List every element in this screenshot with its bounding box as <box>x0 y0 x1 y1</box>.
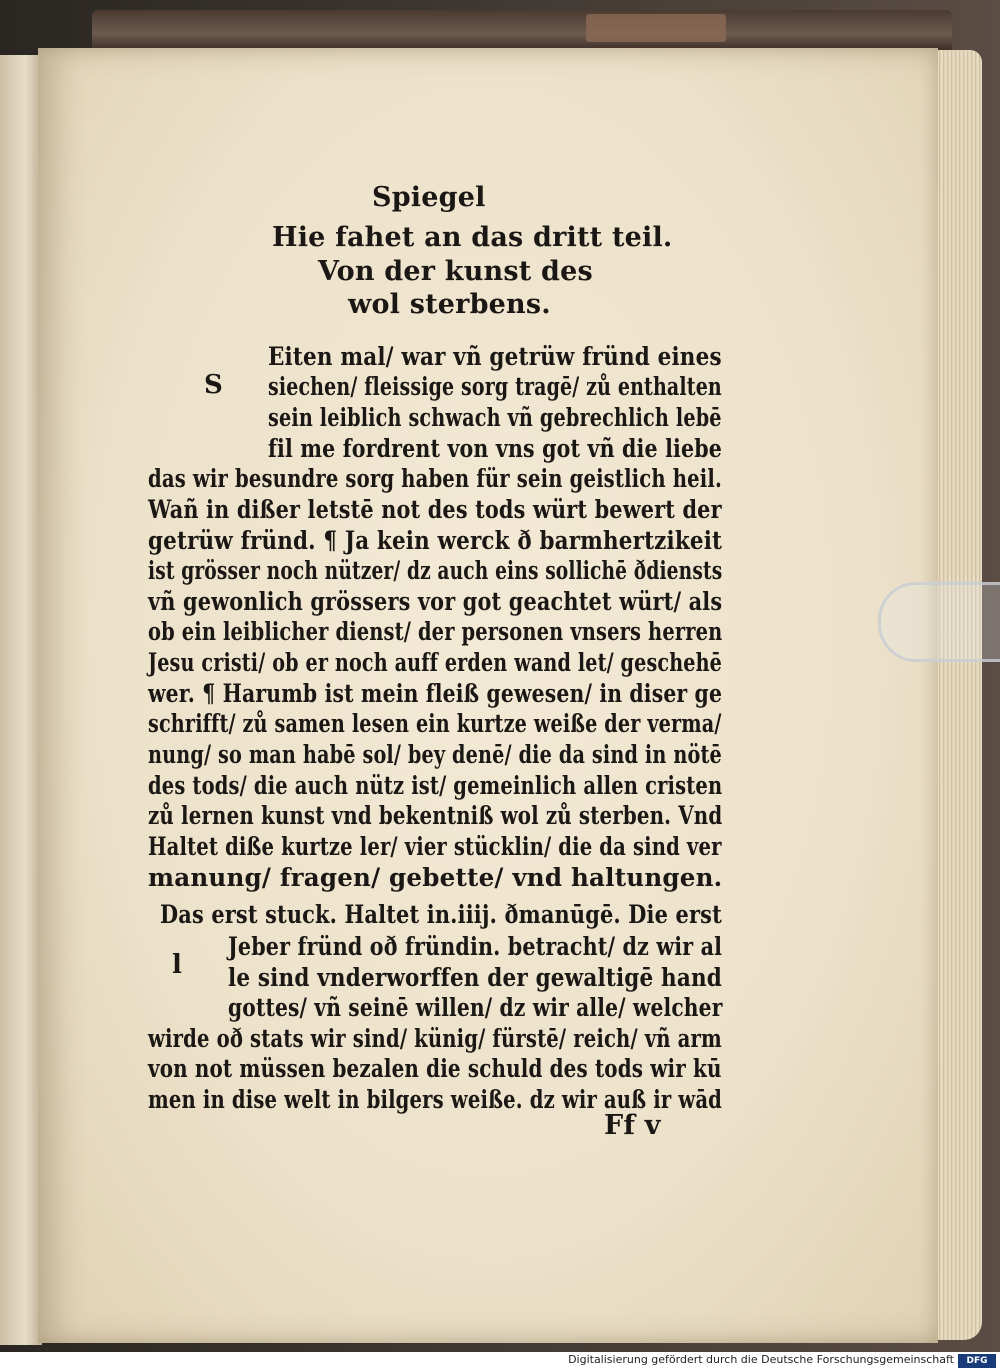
text-line: Jesu cristi/ ob er noch auff erden wand let/ geschehē <box>148 648 723 677</box>
text-line: sein leiblich schwach vñ gebrechlich lebē <box>268 403 722 432</box>
text-line: nung/ so man habē sol/ bey denē/ die da sind in nötē <box>148 740 722 769</box>
text-line: zů lernen kunst vnd bekentniß wol zů sterben. Vnd <box>148 801 723 830</box>
text-line: men in dise welt in bilgers weiße. dz wir auß ir wād <box>148 1085 723 1114</box>
signature-mark: Ff v <box>604 1110 661 1141</box>
initial-placeholder: l <box>172 950 182 980</box>
cover-label-patch <box>586 14 726 42</box>
running-title: Spiegel <box>372 182 486 213</box>
text-line: wer. ¶ Harumb ist mein fleiß gewesen/ in diser ge <box>148 679 723 708</box>
text-line: ob ein leiblicher dienst/ der personen vnsers herren <box>148 617 723 646</box>
text-line: Wañ in dißer letstē not des tods würt bewert der <box>148 495 722 524</box>
text-line: gottes/ vñ seinē willen/ dz wir alle/ welcher <box>228 993 723 1022</box>
text-line: Haltet diße kurtze ler/ vier stücklin/ die da sind ver <box>148 832 722 861</box>
text-line: vñ gewonlich grössers vor got geachtet würt/ als <box>148 587 723 616</box>
dfg-logo: DFG <box>958 1354 996 1368</box>
text-line: von not müssen bezalen die schuld des tods wir kū <box>148 1054 722 1083</box>
text-line: siechen/ fleissige sorg tragē/ zů enthalten <box>268 372 722 401</box>
text-line: das wir besundre sorg haben für sein geistlich heil. <box>148 464 722 493</box>
facing-page-edge <box>0 55 42 1345</box>
text-line: des tods/ die auch nütz ist/ gemeinlich allen cristen <box>148 771 723 800</box>
text-line: ist grösser noch nützer/ dz auch eins sollichē ðdiensts <box>148 556 723 585</box>
text-line: Eiten mal/ war vñ getrüw fründ eines <box>268 342 722 371</box>
text-line: schrifft/ zů samen lesen ein kurtze weiße der verma/ <box>148 709 722 738</box>
section-title-line-1: Hie fahet an das dritt teil. <box>272 222 673 253</box>
text-line: Jeber fründ oð fründin. betracht/ dz wir al <box>228 932 723 961</box>
section-2-heading: Das erst stuck. Haltet in.iiij. ðmanūgē. Die erst <box>160 900 722 929</box>
funding-credit: Digitalisierung gefördert durch die Deutsche Forschungsgemeinschaft <box>568 1353 954 1366</box>
text-line: getrüw fründ. ¶ Ja kein werck ð barmhertzikeit <box>148 526 723 555</box>
text-line: manung/ fragen/ gebette/ vnd haltungen. <box>148 863 723 892</box>
text-line: fil me fordrent von vns got vñ die liebe <box>268 434 723 463</box>
book-cover-edge <box>92 10 952 50</box>
page-clip <box>878 582 1000 662</box>
section-title-line-2: Von der kunst des <box>318 256 593 287</box>
text-line: le sind vnderworffen der gewaltigē hand <box>228 963 723 992</box>
section-title-line-3: wol sterbens. <box>348 289 551 320</box>
initial-placeholder: S <box>204 370 223 400</box>
text-line: wirde oð stats wir sind/ künig/ fürstē/ reich/ vñ arm <box>148 1024 722 1053</box>
